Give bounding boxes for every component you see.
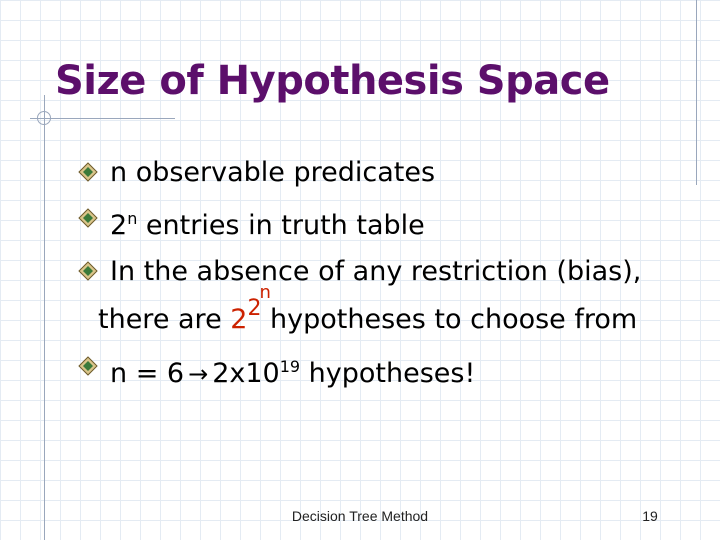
diamond-bullet-icon bbox=[78, 356, 98, 376]
page-number: 19 bbox=[642, 508, 658, 524]
bullet-item bbox=[78, 196, 698, 249]
bullet-text: In the absence of any restriction (bias), bbox=[110, 256, 642, 287]
bullet-continuation bbox=[78, 291, 698, 338]
footer-title: Decision Tree Method bbox=[291, 508, 429, 524]
bullet-text-superscript: 19 bbox=[279, 357, 301, 376]
diamond-bullet-icon bbox=[78, 162, 98, 182]
bullet-item bbox=[78, 150, 698, 196]
title-underline bbox=[30, 118, 175, 119]
bullet-text: there are bbox=[98, 304, 231, 335]
bullet-text: 2x10 bbox=[212, 358, 280, 389]
left-rule bbox=[44, 95, 45, 540]
arrow-right-icon: → bbox=[188, 360, 209, 388]
power-base: 2 bbox=[230, 304, 248, 335]
corner-circle-mark bbox=[37, 111, 51, 125]
exponent-base: 2 bbox=[247, 296, 262, 321]
bullet-list bbox=[78, 150, 698, 397]
bullet-text: hypotheses! bbox=[300, 358, 476, 389]
exponent-superscript: n bbox=[259, 282, 271, 303]
slide-title: Size of Hypothesis Space bbox=[55, 58, 610, 104]
bullet-item bbox=[78, 344, 698, 397]
bullet-text: n observable predicates bbox=[110, 157, 436, 188]
bullet-text: hypotheses to choose from bbox=[261, 304, 638, 335]
diamond-bullet-icon bbox=[78, 261, 98, 281]
diamond-bullet-icon bbox=[78, 208, 98, 228]
bullet-text: entries in truth table bbox=[137, 210, 425, 241]
bullet-text-base: 2 bbox=[110, 210, 128, 241]
bullet-text-superscript: n bbox=[127, 209, 138, 228]
bullet-item bbox=[78, 249, 698, 295]
bullet-text: n = 6 bbox=[110, 358, 185, 389]
